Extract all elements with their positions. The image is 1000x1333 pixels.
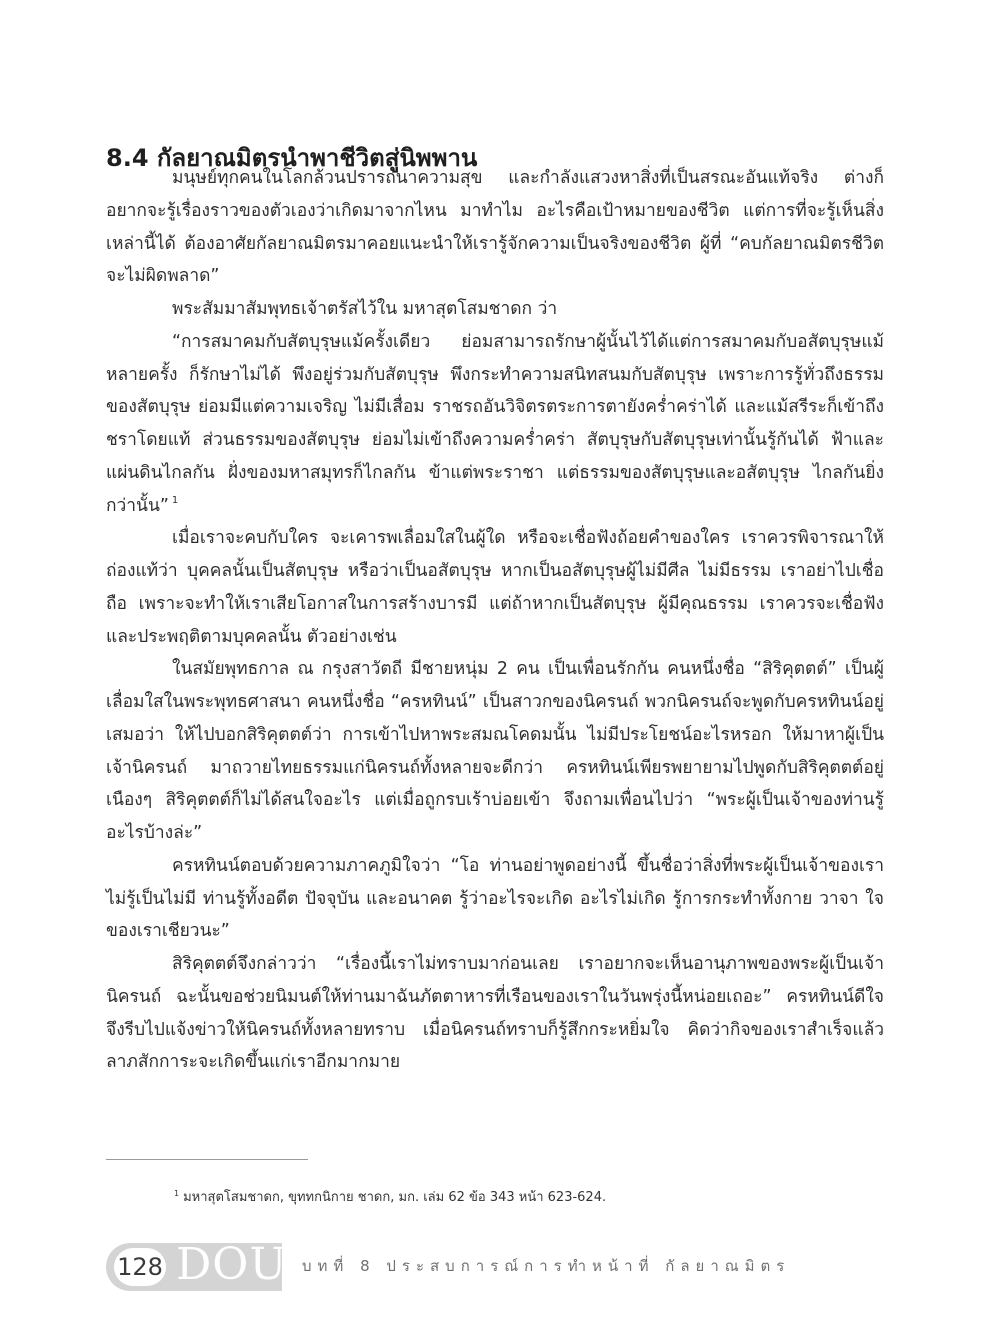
section-heading: 8.4 กัลยาณมิตรนำพาชีวิตสู่นิพพาน: [106, 143, 478, 172]
body-text: [106, 162, 884, 1079]
paragraph-choosing-friends: เมื่อเราจะคบกับใคร จะเคารพเลื่อมใสในผู้ใด หรือจะเชื่อฟังถ้อยคำของใคร เราควรพิจารณาให้ถ่องแท้ว่า บุคคลนั้นเป็นสัตบุรุษ หรือว่าเป็นอสัตบุรุษ หากเป็นอสัตบุรุษผู้ไม่มีศีล ไม่มีธรรม เราอย่าไปเชื่อถือ เพราะจะทำให้เราเสียโอกาสในการสร้างบารมี แต่ถ้าหากเป็นสัตบุรุษ ผู้มีคุณธรรม เราควรจะเชื่อฟังและประพฤติตามบุคคลนั้น ตัวอย่างเช่น: [106, 528, 884, 647]
footnote-divider: [106, 1159, 308, 1160]
footnote-reference: 1: [171, 494, 179, 506]
brand-logo-text: DOU: [176, 1239, 288, 1290]
paragraph-story-invitation: สิริคุตตต์จึงกล่าวว่า “เรื่องนี้เราไม่ทราบมาก่อนเลย เราอยากจะเห็นอานุภาพของพระผู้เป็นเจ้านิครนถ์ ฉะนั้นขอช่วยนิมนต์ให้ท่านมาฉันภัตตาหารที่เรือนของเราในวันพรุ่งนี้หน่อยเถอะ” ครหทินน์ดีใจจึงรีบไปแจ้งข่าวให้นิครนถ์ทั้งหลายทราบ เมื่อนิครนถ์ทราบก็รู้สึกกระหยิ่มใจ คิดว่ากิจของเราสำเร็จแล้ว ลาภสักการะจะเกิดขึ้นแก่เราอีกมากมาย: [106, 954, 884, 1073]
paragraph-quote: [106, 326, 884, 523]
quote-text: “การสมาคมกับสัตบุรุษแม้ครั้งเดียว ย่อมสามารถรักษาผู้นั้นไว้ได้แต่การสมาคมกับอสัตบุรุษแม้หลายครั้ง ก็รักษาไม่ได้ พึงอยู่ร่วมกับสัตบุรุษ พึงกระทำความสนิทสนมกับสัตบุรุษ เพราะการรู้ทั่วถึงธรรมของสัตบุรุษ ย่อมมีแต่ความเจริญ ไม่มีเสื่อม ราชรถอันวิจิตรตระการตายังคร่ำคร่าได้ และแม้สรีระก็เข้าถึงชราโดยแท้ ส่วนธรรมของสัตบุรุษ ย่อมไม่เข้าถึงความคร่ำคร่า สัตบุรุษกับสัตบุรุษเท่านั้นรู้กันได้ ฟ้าและแผ่นดินไกลกัน ฝั่งของมหาสมุทรก็ไกลกัน ข้าแต่พระราชา แต่ธรรมของสัตบุรุษและอสัตบุรุษ ไกลกันยิ่งกว่านั้น”: [106, 331, 884, 516]
paragraph-buddha-said: พระสัมมาสัมพุทธเจ้าตรัสไว้ใน มหาสุตโสมชาดก ว่า: [172, 299, 558, 319]
footnote-text: มหาสุตโสมชาดก, ขุททกนิกาย ชาดก, มก. เล่ม 62 ข้อ 343 หน้า 623-624.: [183, 1190, 607, 1205]
footnote: [174, 1186, 606, 1207]
footnote-marker: 1: [174, 1189, 180, 1198]
paragraph-intro: มนุษย์ทุกคนในโลกล้วนปรารถนาความสุข และกำลังแสวงหาสิ่งที่เป็นสรณะอันแท้จริง ต่างก็อยากจะรู้เรื่องราวของตัวเองว่าเกิดมาจากไหน มาทำไม อะไรคือเป้าหมายของชีวิต แต่การที่จะรู้เห็นสิ่งเหล่านี้ได้ ต้องอาศัยกัลยาณมิตรมาคอยแนะนำให้เรารู้จักความเป็นจริงของชีวิต ผู้ที่ “คบกัลยาณมิตรชีวิตจะไม่ผิดพลาด”: [106, 168, 884, 287]
paragraph-story-reply: ครหทินน์ตอบด้วยความภาคภูมิใจว่า “โอ ท่านอย่าพูดอย่างนี้ ขึ้นชื่อว่าสิ่งที่พระผู้เป็นเจ้าของเราไม่รู้เป็นไม่มี ท่านรู้ทั้งอดีต ปัจจุบัน และอนาคต รู้ว่าอะไรจะเกิด อะไรไม่เกิด รู้การกระทำทั้งกาย วาจา ใจของเราเชียวนะ”: [106, 855, 884, 942]
chapter-title: บทที่ 8 ประสบการณ์การทำหน้าที่ กัลยาณมิตร: [302, 1257, 791, 1275]
page-number: 128: [114, 1248, 166, 1286]
paragraph-story-intro: ในสมัยพุทธกาล ณ กรุงสาวัตถี มีชายหนุ่ม 2 คน เป็นเพื่อนรักกัน คนหนึ่งชื่อ “สิริคุตตต์” เป็นผู้เลื่อมใสในพระพุทธศาสนา คนหนึ่งชื่อ “ครหทินน์” เป็นสาวกของนิครนถ์ พวกนิครนถ์จะพูดกับครหทินน์อยู่เสมอว่า ให้ไปบอกสิริคุตตต์ว่า การเข้าไปหาพระสมณโคดมนั้น ไม่มีประโยชน์อะไรหรอก ให้มาหาผู้เป็นเจ้านิครนถ์ มาถวายไทยธรรมแก่นิครนถ์ทั้งหลายจะดีกว่า ครหทินน์เพียรพยายามไปพูดกับสิริคุตตต์อยู่เนืองๆ สิริคุตตต์ก็ไม่ได้สนใจอะไร แต่เมื่อถูกรบเร้าบ่อยเข้า จึงถามเพื่อนไปว่า “พระผู้เป็นเจ้าของท่านรู้อะไรบ้างล่ะ”: [106, 659, 884, 843]
